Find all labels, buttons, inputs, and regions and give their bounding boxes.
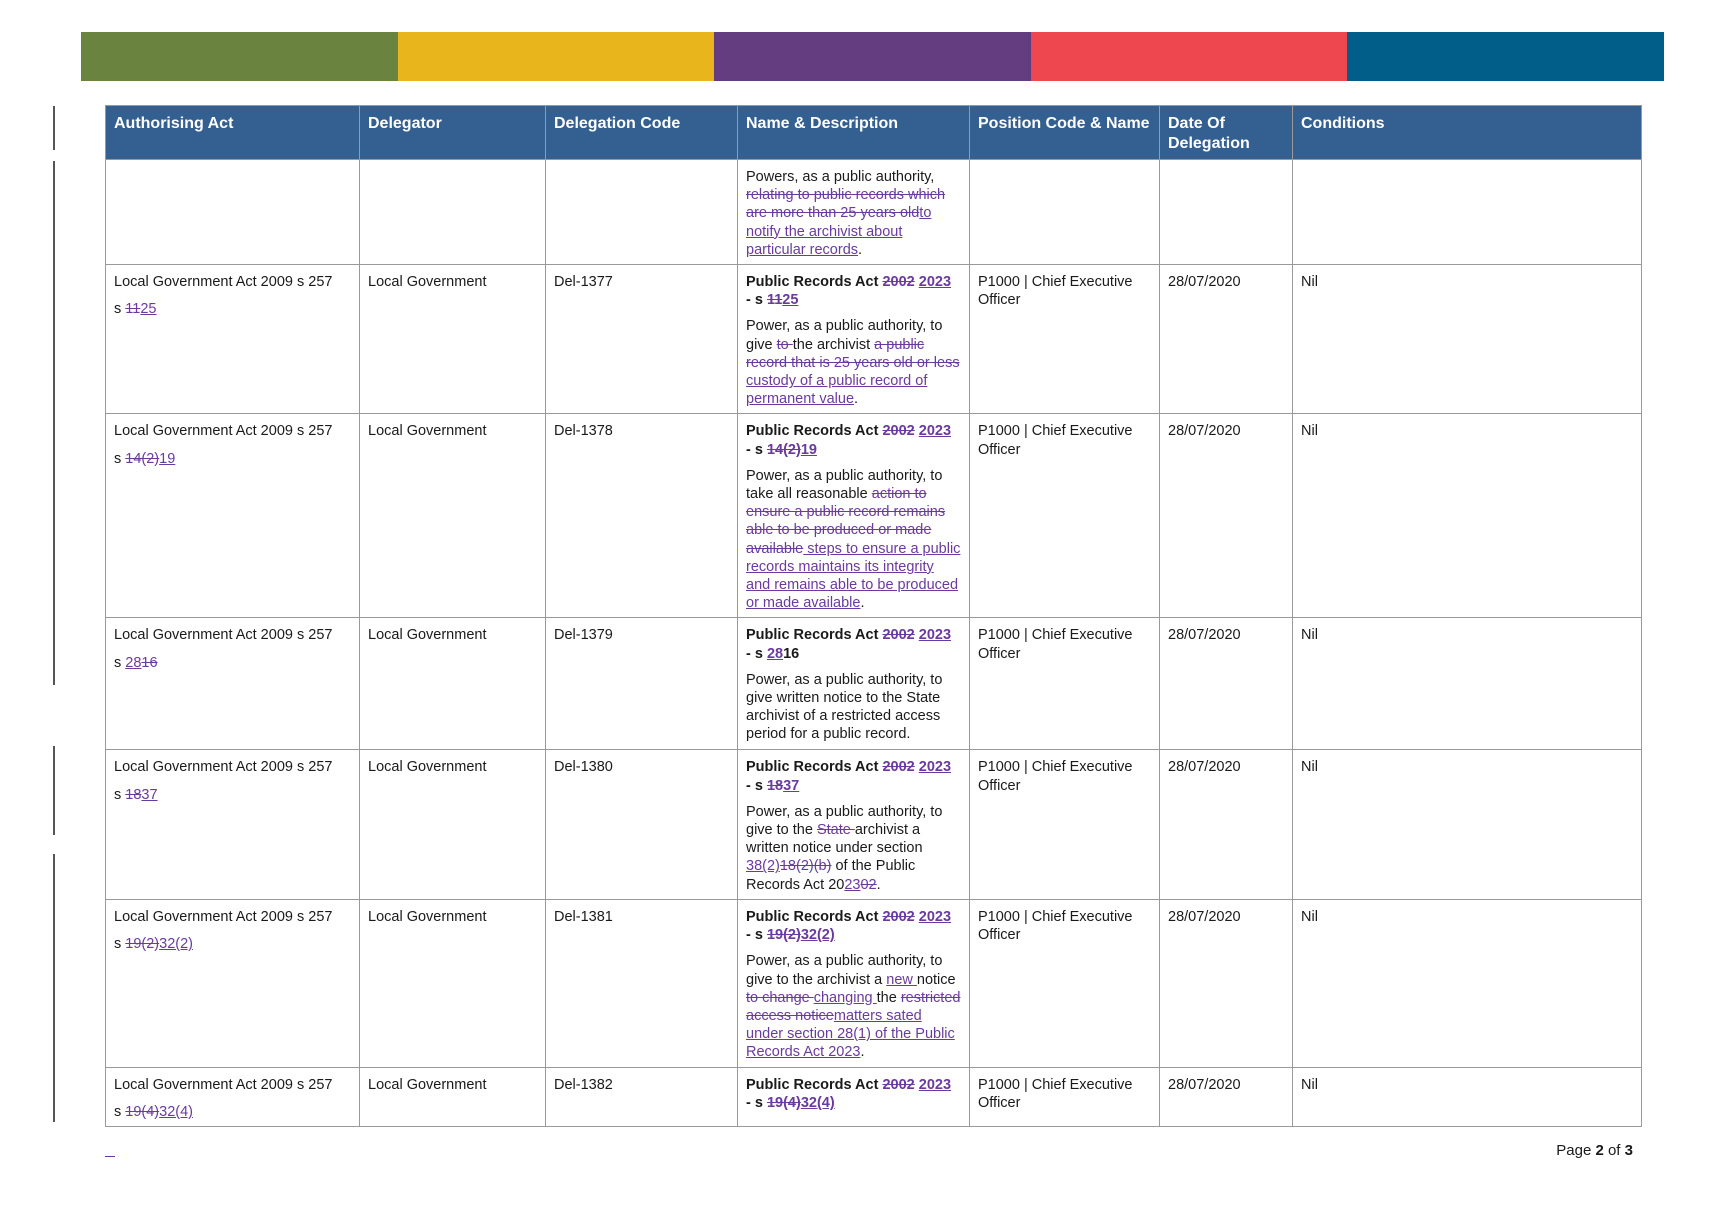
color-bar-yellow (398, 32, 715, 81)
description-body: Power, as a public authority, to give written notice to the State archivist of a restricted access period for a public record. (746, 671, 943, 743)
deleted-text: to change (746, 989, 814, 1006)
description-title (746, 273, 961, 309)
page-number (1556, 1142, 1633, 1159)
deleted-text: 16 (141, 654, 158, 671)
inserted-text: 2023 (918, 627, 952, 644)
deleted-text: to (776, 336, 793, 353)
desc-text: of the Public Records Act 20 (746, 858, 916, 893)
deleted-text: 2002 (882, 627, 915, 644)
cell-act (106, 618, 360, 750)
cell-conditions: Nil (1293, 750, 1642, 899)
cell-code: Del-1377 (546, 265, 738, 414)
column-header-delegator: Delegator (360, 106, 546, 160)
desc-text: the (876, 989, 901, 1006)
deleted-text: 14(2) (125, 450, 160, 467)
desc-text: Power, as a public authority, to give (746, 318, 943, 353)
color-bar-blue (1347, 32, 1664, 81)
column-header-date: Date Of Delegation (1160, 106, 1293, 160)
desc-text: . (860, 595, 865, 612)
cell-conditions: Nil (1293, 899, 1642, 1067)
table-header-row (106, 106, 1642, 160)
table-row (106, 750, 1642, 899)
change-bar (53, 746, 55, 835)
description-body (746, 803, 961, 894)
desc-text: archivist a written notice under section (746, 822, 923, 857)
inserted-text: 28 (125, 654, 142, 671)
title-text: - s (746, 441, 767, 458)
title-text: - s (746, 1095, 767, 1112)
desc-text: . (858, 241, 863, 258)
deleted-text: 2002 (882, 759, 915, 776)
deleted-text: 18(2)(b) (779, 858, 832, 875)
footer-link-mark (105, 1146, 115, 1157)
title-text: Public Records Act (746, 423, 883, 440)
title-text: Public Records Act (746, 908, 883, 925)
cell-code (546, 160, 738, 265)
page-label: Page (1556, 1142, 1596, 1159)
inserted-text: 2023 (918, 1076, 952, 1093)
inserted-text: 28 (766, 645, 784, 662)
act-section (114, 654, 351, 672)
desc-text: Powers, as a public authority, (746, 169, 935, 185)
deleted-text: 19(2) (766, 927, 801, 944)
inserted-text: 32(2) (159, 936, 193, 953)
delegations-table (105, 105, 1642, 1127)
desc-text: the archivist (792, 336, 875, 353)
cell-conditions: Nil (1293, 618, 1642, 750)
desc-text: Power, as a public authority, to give to the archivist a (746, 953, 943, 988)
cell-date: 28/07/2020 (1160, 750, 1293, 899)
inserted-text: new (886, 971, 917, 988)
column-header-authorising-act: Authorising Act (106, 106, 360, 160)
cell-date (1160, 160, 1293, 265)
act-name: Local Government Act 2009 s 257 (114, 627, 333, 644)
column-header-delegation-code: Delegation Code (546, 106, 738, 160)
cell-code: Del-1379 (546, 618, 738, 750)
description-title (746, 1076, 961, 1112)
section-prefix: s (114, 450, 126, 467)
inserted-text: 38(2) (746, 858, 780, 875)
cell-code: Del-1378 (546, 414, 738, 618)
act-section (114, 935, 351, 953)
cell-delegator: Local Government (360, 265, 546, 414)
change-bar (53, 106, 55, 150)
cell-delegator: Local Government (360, 618, 546, 750)
deleted-text: 18 (125, 786, 142, 803)
deleted-text: 19(4) (125, 1104, 160, 1121)
title-text: Public Records Act (746, 759, 883, 776)
table-row (106, 1067, 1642, 1126)
deleted-text: State (816, 822, 855, 839)
change-bar (53, 854, 55, 1122)
column-header-name-description: Name & Description (738, 106, 970, 160)
deleted-text: 2002 (882, 1076, 915, 1093)
cell-act (106, 750, 360, 899)
cell-position: P1000 | Chief Executive Officer (970, 750, 1160, 899)
cell-position: P1000 | Chief Executive Officer (970, 1067, 1160, 1126)
deleted-text: 2002 (882, 908, 915, 925)
inserted-text: steps to ensure a public records maintains its integrity and remains able to be produced or made available (746, 540, 961, 612)
brand-color-bar (81, 32, 1664, 81)
cell-position (970, 160, 1160, 265)
cell-delegator: Local Government (360, 750, 546, 899)
cell-description (738, 265, 970, 414)
cell-code: Del-1382 (546, 1067, 738, 1126)
cell-position: P1000 | Chief Executive Officer (970, 414, 1160, 618)
description-title (746, 758, 961, 794)
title-text: Public Records Act (746, 1076, 883, 1093)
act-name: Local Government Act 2009 s 257 (114, 759, 333, 776)
inserted-text: changing (813, 989, 877, 1006)
inserted-text: to notify the archivist about particular records (746, 205, 932, 258)
description-body (746, 952, 961, 1061)
cell-conditions (1293, 160, 1642, 265)
cell-description (738, 414, 970, 618)
table-row (106, 899, 1642, 1067)
cell-position: P1000 | Chief Executive Officer (970, 618, 1160, 750)
column-header-position: Position Code & Name (970, 106, 1160, 160)
inserted-text: 25 (782, 292, 799, 309)
inserted-text: matters sated under section 28(1) of the Public Records Act 2023 (746, 1007, 955, 1061)
cell-delegator (360, 160, 546, 265)
inserted-text: 32(4) (800, 1095, 835, 1112)
act-section (114, 300, 351, 318)
deleted-text: 19(4) (766, 1095, 801, 1112)
inserted-text: 37 (141, 786, 158, 803)
cell-description (738, 750, 970, 899)
deleted-text: 02 (860, 876, 877, 893)
act-name: Local Government Act 2009 s 257 (114, 908, 333, 925)
cell-date: 28/07/2020 (1160, 265, 1293, 414)
act-name: Local Government Act 2009 s 257 (114, 274, 333, 291)
page-current: 2 (1595, 1142, 1604, 1159)
table-row (106, 414, 1642, 618)
cell-act (106, 1067, 360, 1126)
cell-act (106, 265, 360, 414)
table-row (106, 618, 1642, 750)
inserted-text: 23 (844, 876, 861, 893)
act-section (114, 450, 351, 468)
cell-date: 28/07/2020 (1160, 618, 1293, 750)
inserted-text: 2023 (918, 423, 952, 440)
desc-text: . (876, 876, 881, 893)
inserted-text: 19 (159, 450, 176, 467)
description-title (746, 626, 961, 662)
inserted-text: 2023 (918, 274, 952, 291)
change-bar (53, 161, 55, 685)
deleted-text: restricted access notice (746, 989, 961, 1024)
cell-code: Del-1381 (546, 899, 738, 1067)
cell-description (738, 618, 970, 750)
deleted-text: 19(2) (125, 936, 160, 953)
deleted-text: 11 (766, 292, 783, 309)
desc-text: . (860, 1044, 865, 1061)
page-of: of (1603, 1142, 1625, 1159)
inserted-text: 2023 (918, 759, 952, 776)
cell-act (106, 160, 360, 265)
cell-description (738, 1067, 970, 1126)
cell-conditions: Nil (1293, 1067, 1642, 1126)
cell-code: Del-1380 (546, 750, 738, 899)
inserted-text: 32(2) (800, 927, 835, 944)
title-text: - s (746, 645, 767, 662)
act-section (114, 786, 351, 804)
inserted-text: 19 (800, 441, 817, 458)
color-bar-green (81, 32, 398, 81)
section-prefix: s (114, 786, 126, 803)
description-body (746, 467, 961, 613)
deleted-text: 18 (766, 777, 784, 794)
section-prefix: s (114, 936, 126, 953)
inserted-text: 37 (783, 777, 800, 794)
cell-position: P1000 | Chief Executive Officer (970, 899, 1160, 1067)
cell-conditions: Nil (1293, 265, 1642, 414)
desc-text: Power, as a public authority, to give to the (746, 803, 943, 839)
title-text: Public Records Act (746, 627, 883, 644)
cell-date: 28/07/2020 (1160, 1067, 1293, 1126)
act-section (114, 1103, 351, 1121)
color-bar-red (1031, 32, 1348, 81)
section-prefix: s (114, 301, 126, 318)
cell-delegator: Local Government (360, 1067, 546, 1126)
cell-conditions: Nil (1293, 414, 1642, 618)
page-total: 3 (1624, 1142, 1633, 1159)
desc-text: notice (916, 971, 956, 988)
section-prefix: s (114, 654, 126, 671)
deleted-text: 14(2) (766, 441, 801, 458)
title-text: 16 (783, 645, 800, 662)
deleted-text: action to ensure a public record remains able to be produced or made available (746, 486, 946, 557)
title-text: Public Records Act (746, 274, 883, 291)
deleted-text: relating to public records which are more than 25 years old (746, 187, 946, 222)
description-body (746, 317, 961, 408)
desc-text: Power, as a public authority, to take all reasonable (746, 467, 943, 503)
cell-date: 28/07/2020 (1160, 414, 1293, 618)
description-title (746, 908, 961, 944)
title-text: - s (746, 292, 767, 309)
cell-delegator: Local Government (360, 899, 546, 1067)
cell-act (106, 414, 360, 618)
color-bar-purple (714, 32, 1031, 81)
column-header-conditions: Conditions (1293, 106, 1642, 160)
table-row (106, 265, 1642, 414)
cell-position: P1000 | Chief Executive Officer (970, 265, 1160, 414)
inserted-text: 2023 (918, 908, 952, 925)
description-title (746, 422, 961, 458)
title-text: - s (746, 927, 767, 944)
section-prefix: s (114, 1104, 126, 1121)
cell-description (738, 160, 970, 265)
act-name: Local Government Act 2009 s 257 (114, 1076, 333, 1093)
deleted-text: a public record that is 25 years old or less (746, 336, 960, 371)
inserted-text: custody of a public record of permanent value (746, 373, 928, 408)
inserted-text: 32(4) (159, 1104, 193, 1121)
table-row (106, 160, 1642, 265)
deleted-text: 2002 (882, 274, 915, 291)
deleted-text: 2002 (882, 423, 915, 440)
title-text: - s (746, 777, 767, 794)
cell-date: 28/07/2020 (1160, 899, 1293, 1067)
act-name: Local Government Act 2009 s 257 (114, 423, 333, 440)
cell-delegator: Local Government (360, 414, 546, 618)
desc-text: . (854, 391, 859, 408)
cell-act (106, 899, 360, 1067)
cell-description (738, 899, 970, 1067)
inserted-text: 25 (140, 301, 157, 318)
deleted-text: 11 (125, 301, 141, 318)
